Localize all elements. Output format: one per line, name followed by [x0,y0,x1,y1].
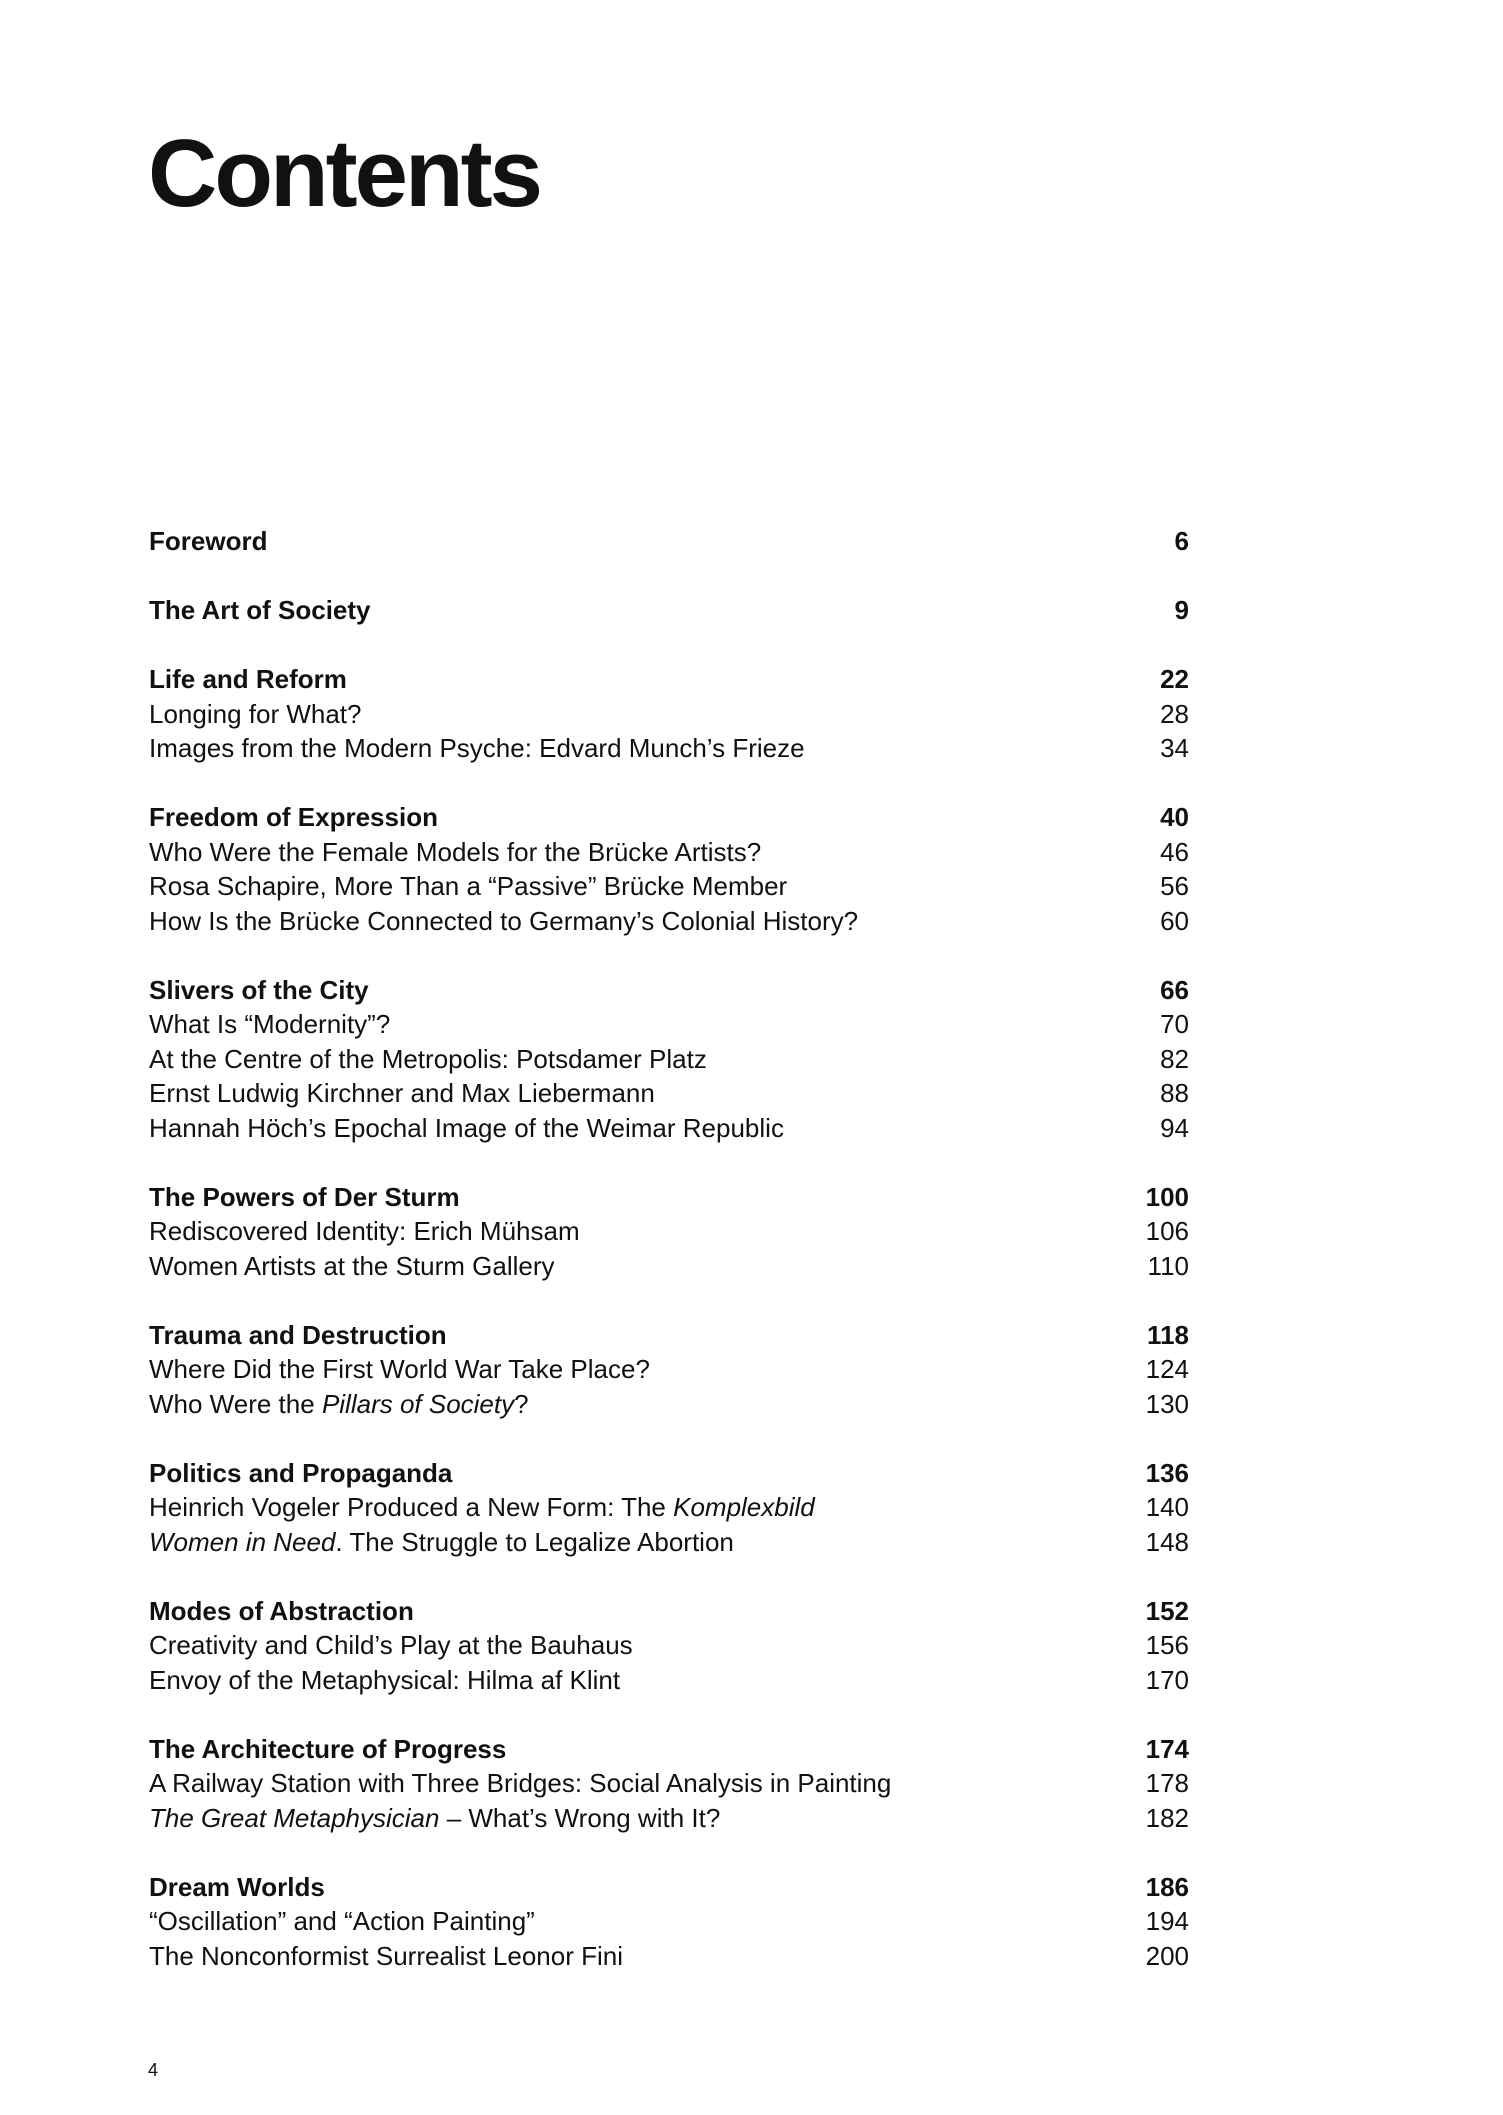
toc-entry-page: 170 [1145,1664,1189,1695]
page-title: Contents [148,120,540,227]
toc-entry-title-text: . The Struggle to Legalize Abortion [335,1526,734,1557]
toc-entry-title-italic: Pillars of Society [321,1388,515,1419]
toc-entry-page: 140 [1145,1492,1189,1522]
toc-entry-page: 178 [1145,1768,1189,1798]
toc-heading-title: Modes of Abstraction [149,1595,414,1626]
toc-entry-page: 94 [1160,1112,1189,1143]
toc-entry-page: 148 [1145,1526,1189,1557]
toc-entry [149,904,1189,939]
toc-heading-page: 152 [1145,1595,1189,1626]
toc-entry-page: 34 [1160,733,1189,763]
toc-entry-title [149,1525,734,1560]
toc-entry-title: Rosa Schapire, More Than a “Passive” Brücke Member [149,871,788,901]
toc-section-heading [149,973,1189,1008]
toc-heading-page: 6 [1174,526,1189,556]
toc-entry-title: Who Were the Female Models for the Brücke Artists? [149,836,762,867]
toc-section [149,1180,1189,1284]
toc-heading-title: Trauma and Destruction [149,1319,447,1350]
toc-section-heading [149,593,1189,628]
toc-section [149,1870,1189,1974]
table-of-contents [149,524,1189,2008]
toc-heading-page: 9 [1174,595,1189,625]
toc-entry-title [149,1490,815,1525]
toc-entry-page: 182 [1145,1802,1189,1833]
toc-entry-title: Creativity and Child’s Play at the Bauhaus [149,1630,633,1660]
toc-heading-title: The Art of Society [149,595,371,625]
toc-entry-page: 130 [1145,1388,1189,1419]
toc-section [149,524,1189,559]
toc-entry-page: 60 [1160,905,1189,936]
toc-section [149,1318,1189,1422]
toc-heading-title: Foreword [149,526,268,556]
toc-section [149,593,1189,628]
toc-section-heading [149,662,1189,697]
toc-section-heading [149,1456,1189,1491]
toc-entry-title [149,1387,529,1422]
toc-heading-page: 174 [1145,1733,1189,1764]
toc-entry [149,1352,1189,1387]
toc-entry-page: 46 [1160,836,1189,867]
toc-entry-title: The Nonconformist Surrealist Leonor Fini [149,1940,623,1971]
toc-entry-title: Hannah Höch’s Epochal Image of the Weimar Republic [149,1112,784,1143]
toc-section-heading [149,1732,1189,1767]
page-number: 4 [148,2060,159,2080]
toc-entry-title: A Railway Station with Three Bridges: Social Analysis in Painting [149,1768,892,1798]
toc-entry-title-text: – What’s Wrong with It? [439,1802,721,1833]
toc-entry [149,1663,1189,1698]
toc-section [149,800,1189,938]
toc-entry-title-text: Who Were the [149,1388,322,1419]
toc-entry-title-italic: The Great Metaphysician [149,1802,440,1833]
toc-entry-page: 200 [1145,1940,1189,1971]
toc-entry [149,1766,1189,1801]
toc-entry-title: Images from the Modern Psyche: Edvard Munch’s Frieze [149,733,805,763]
toc-entry-page: 82 [1160,1043,1189,1074]
toc-entry-page: 70 [1160,1009,1189,1039]
toc-section-heading [149,1594,1189,1629]
toc-entry [149,835,1189,870]
toc-entry [149,731,1189,766]
toc-heading-title: Politics and Propaganda [149,1457,453,1488]
toc-entry-title: Envoy of the Metaphysical: Hilma af Klint [149,1664,621,1695]
toc-entry [149,1076,1189,1111]
toc-entry [149,1007,1189,1042]
toc-entry [149,1628,1189,1663]
toc-entry-page: 88 [1160,1078,1189,1108]
toc-entry [149,1042,1189,1077]
toc-entry [149,869,1189,904]
toc-entry [149,697,1189,732]
toc-entry [149,1111,1189,1146]
toc-heading-title: The Architecture of Progress [149,1733,507,1764]
toc-entry-title-text: Heinrich Vogeler Produced a New Form: The [149,1492,674,1522]
toc-section-heading [149,1180,1189,1215]
toc-heading-page: 66 [1160,974,1189,1005]
toc-entry-page: 56 [1160,871,1189,901]
toc-entry-title: Ernst Ludwig Kirchner and Max Liebermann [149,1078,655,1108]
toc-section-heading [149,1318,1189,1353]
toc-heading-page: 186 [1145,1871,1189,1902]
toc-heading-page: 40 [1160,802,1189,832]
toc-entry [149,1490,1189,1525]
toc-entry [149,1904,1189,1939]
toc-section [149,1594,1189,1698]
toc-entry [149,1525,1189,1560]
toc-entry-title [149,1801,720,1836]
toc-section [149,1456,1189,1560]
toc-section-heading [149,1870,1189,1905]
toc-entry [149,1801,1189,1836]
toc-section-heading [149,800,1189,835]
toc-entry-title-text: ? [514,1388,529,1419]
toc-heading-title: Life and Reform [149,664,347,694]
toc-heading-title: The Powers of Der Sturm [149,1181,460,1212]
toc-heading-title: Slivers of the City [149,974,369,1005]
toc-heading-page: 118 [1147,1319,1189,1350]
toc-section [149,973,1189,1146]
toc-section [149,662,1189,766]
toc-entry-page: 110 [1147,1250,1189,1281]
toc-entry-title: Longing for What? [149,698,362,729]
toc-section-heading [149,524,1189,559]
toc-entry-title: How Is the Brücke Connected to Germany’s Colonial History? [149,905,859,936]
toc-heading-title: Freedom of Expression [149,802,438,832]
toc-entry-title: Rediscovered Identity: Erich Mühsam [149,1216,580,1246]
toc-entry-title-italic: Komplexbild [673,1492,815,1522]
toc-heading-page: 100 [1145,1181,1189,1212]
toc-heading-page: 22 [1160,664,1189,694]
toc-heading-page: 136 [1145,1457,1189,1488]
toc-entry-page: 124 [1145,1354,1189,1384]
toc-entry [149,1249,1189,1284]
toc-entry-page: 194 [1145,1906,1189,1936]
toc-entry-page: 28 [1160,698,1189,729]
toc-entry-page: 106 [1145,1216,1189,1246]
toc-entry [149,1939,1189,1974]
toc-section [149,1732,1189,1836]
toc-heading-title: Dream Worlds [149,1871,325,1902]
toc-entry [149,1214,1189,1249]
toc-entry-title: What Is “Modernity”? [149,1009,391,1039]
toc-entry-title-italic: Women in Need [149,1526,336,1557]
toc-entry-page: 156 [1145,1630,1189,1660]
toc-entry [149,1387,1189,1422]
toc-entry-title: At the Centre of the Metropolis: Potsdamer Platz [149,1043,707,1074]
toc-entry-title: Where Did the First World War Take Place? [149,1354,650,1384]
toc-entry-title: Women Artists at the Sturm Gallery [149,1250,555,1281]
toc-entry-title: “Oscillation” and “Action Painting” [149,1906,535,1936]
